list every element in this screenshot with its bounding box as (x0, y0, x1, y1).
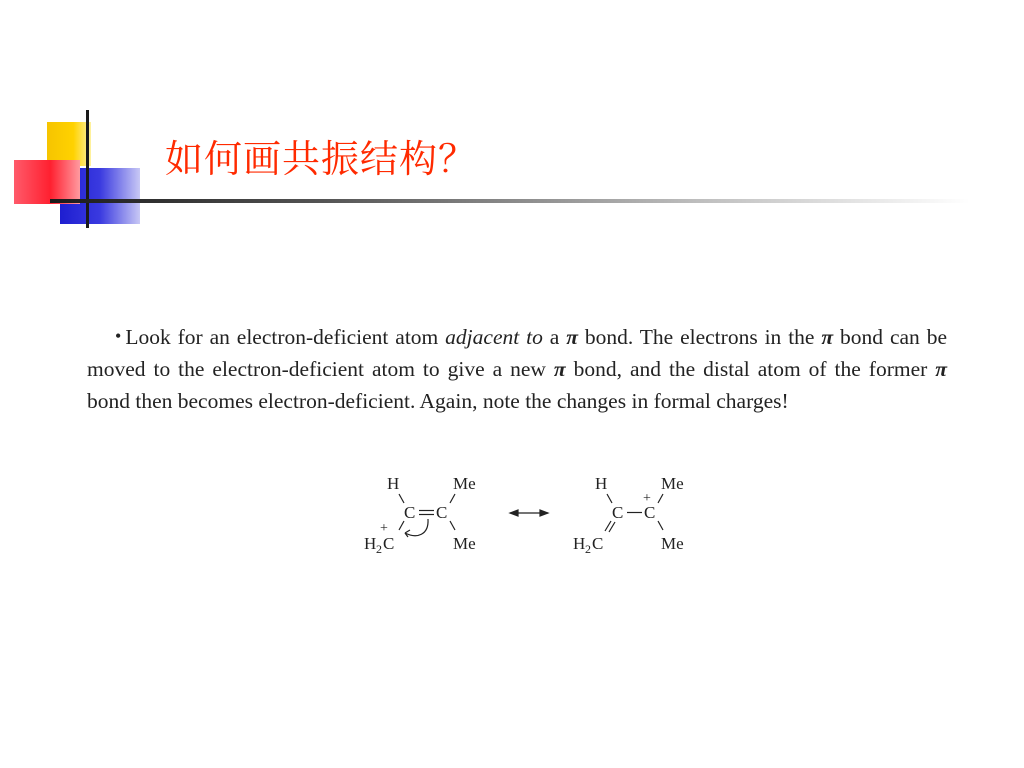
left-structure (364, 474, 476, 556)
atom-label: Me (453, 534, 476, 553)
atom-label: C (383, 534, 395, 553)
atom-label: Me (661, 474, 684, 493)
bond (658, 521, 663, 530)
atom-label: C (612, 503, 624, 522)
atom-label: H (595, 474, 608, 493)
text-span: bond, and the distal atom of the former (565, 357, 936, 381)
bond (399, 521, 404, 530)
atom-label: Me (661, 534, 684, 553)
bullet-dot: • (115, 326, 122, 346)
resonance-scheme (355, 465, 705, 565)
atom-label: C (592, 534, 604, 553)
text-span: a (542, 325, 567, 349)
arrow-head-right (540, 510, 548, 516)
bond (450, 494, 455, 503)
bond (450, 521, 455, 530)
body-paragraph (87, 320, 947, 417)
atom-label: H (387, 474, 400, 493)
right-structure (573, 474, 684, 556)
atom-label: C (436, 503, 448, 522)
atom-label: H (573, 534, 586, 553)
formal-charge: + (643, 491, 651, 506)
bond (399, 494, 404, 503)
pi-symbol: π (935, 357, 947, 381)
ornament-vertical-line (86, 110, 89, 228)
atom-label: C (404, 503, 416, 522)
italic-phrase: adjacent to (445, 325, 543, 349)
resonance-arrow (510, 510, 548, 516)
pi-symbol: π (553, 357, 566, 381)
pi-symbol: π (566, 325, 578, 349)
text-span: Look for an electron-deficient atom (125, 325, 446, 349)
pi-symbol: π (821, 325, 834, 349)
ornament-red-square (14, 160, 80, 204)
slide-title: 如何画共振结构？ (165, 137, 478, 181)
subscript: 2 (585, 542, 591, 556)
atom-label: C (644, 503, 656, 522)
text-span: bond then becomes electron-deficient. Again, note the changes in formal charges! (87, 389, 789, 413)
arrow-head-left (510, 510, 518, 516)
bond (607, 494, 612, 503)
bond (658, 494, 663, 503)
title-underline-rule (50, 199, 970, 203)
subscript: 2 (376, 542, 382, 556)
formal-charge: + (380, 521, 388, 536)
atom-label: H (364, 534, 377, 553)
text-span: bond. The electrons in the (577, 325, 822, 349)
text-span: bond can be moved to the electron-deficient atom to give a new (87, 325, 947, 381)
atom-label: Me (453, 474, 476, 493)
